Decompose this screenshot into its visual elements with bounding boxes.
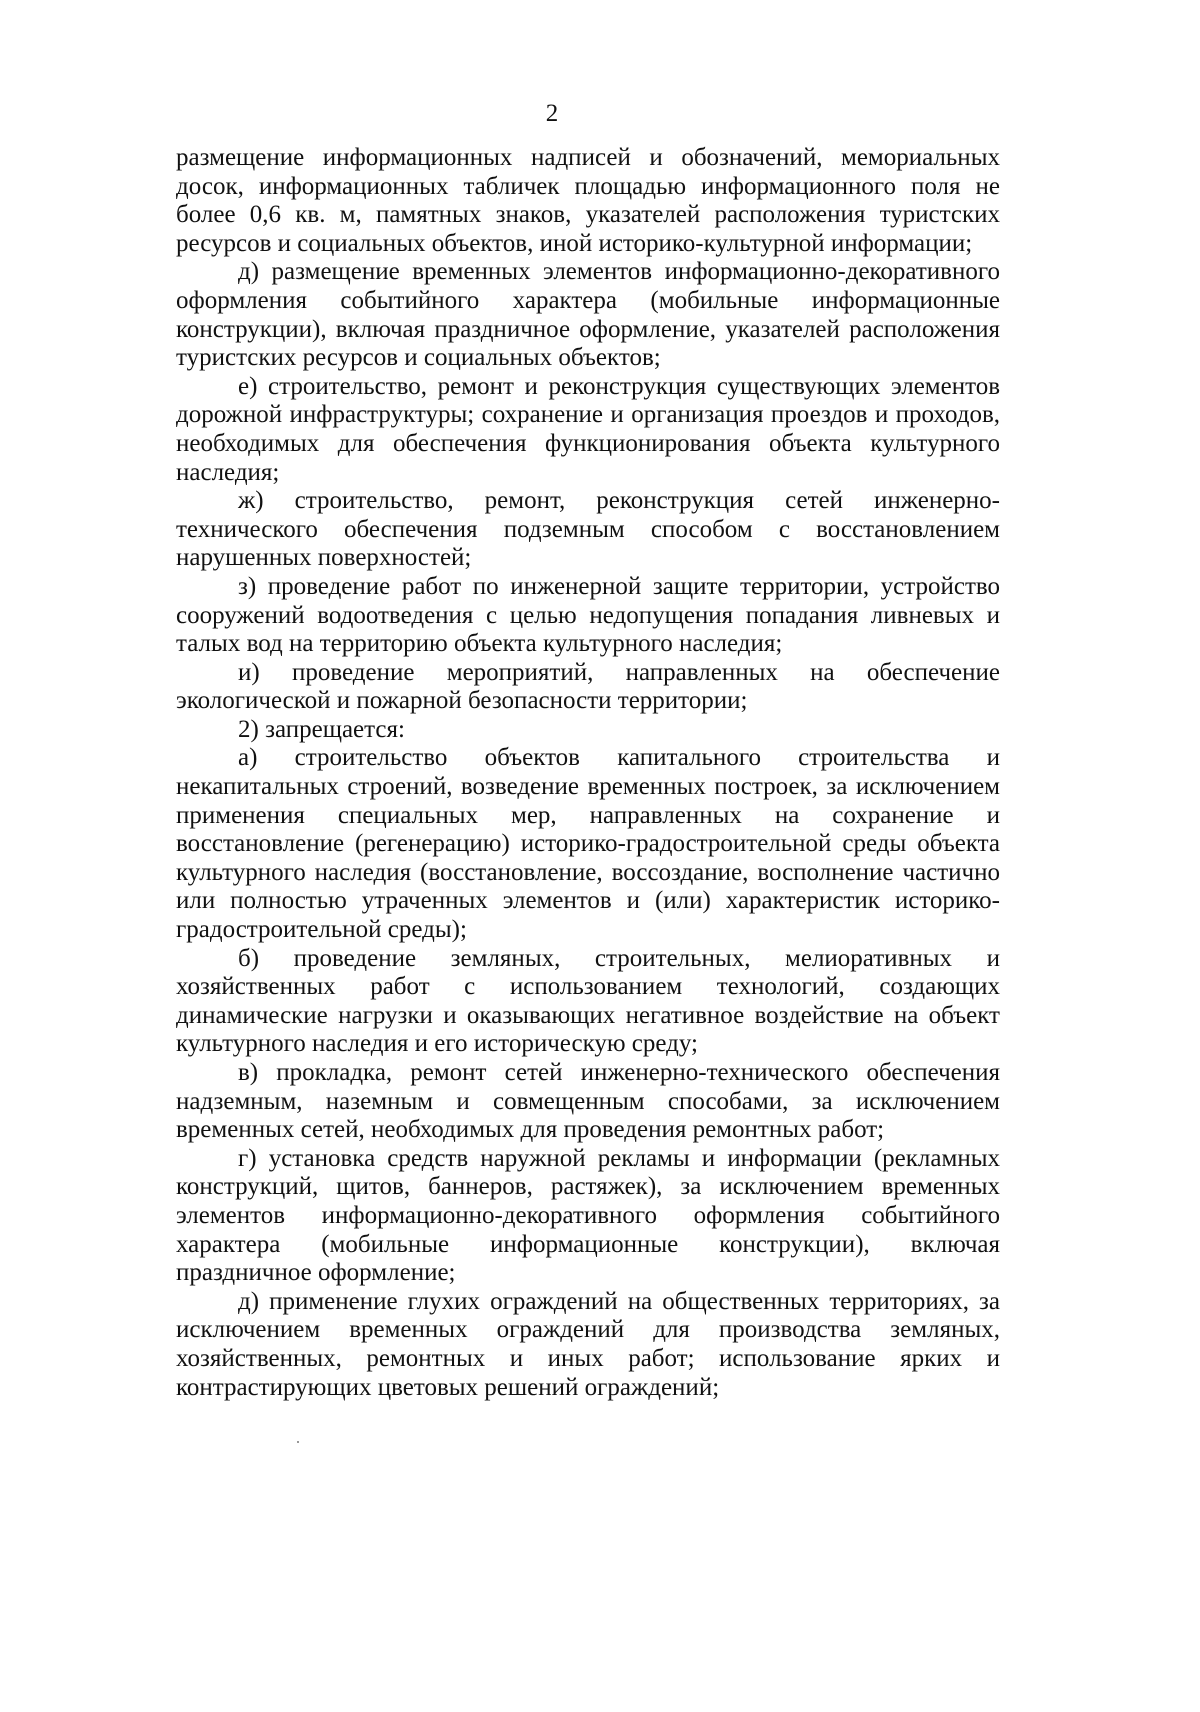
paragraph-item-a: а) строительство объектов капитального строительства и некапитальных строений, возведение временных построек, за исключением применения специальных мер, направленных на сохранение и восстановление (регенерацию) историко-градостроительной среды объекта культурного наследия (восстановление, воссоздание, восполнение частично или полностью утраченных элементов и (или) характеристик историко-градостроительной среды); xyxy=(176,744,1000,944)
paragraph-item-d: д) размещение временных элементов информационно-декоративного оформления событийного характера (мобильные информационные конструкции), включая праздничное оформление, указателей расположения туристских ресурсов и социальных объектов; xyxy=(176,258,1000,372)
page-number: 2 xyxy=(545,100,559,127)
paragraph-item-b: б) проведение земляных, строительных, мелиоративных и хозяйственных работ с использованием технологий, создающих динамические нагрузки и оказывающих негативное воздействие на объект культурного наследия и его историческую среду; xyxy=(176,944,1000,1058)
paragraph-item-e: е) строительство, ремонт и реконструкция существующих элементов дорожной инфраструктуры; сохранение и организация проездов и проходов, необходимых для обеспечения функционирования объекта культурного наследия; xyxy=(176,372,1000,486)
paragraph-item-i: и) проведение мероприятий, направленных на обеспечение экологической и пожарной безопасности территории; xyxy=(176,658,1000,715)
paragraph-item-d2: д) применение глухих ограждений на общественных территориях, за исключением временных ограждений для производства земляных, хозяйственных, ремонтных и иных работ; использование ярких и контрастирующих цветовых решений ограждений; xyxy=(176,1287,1000,1401)
paragraph-item-zh: ж) строительство, ремонт, реконструкция сетей инженерно-технического обеспечения подземным способом с восстановлением нарушенных поверхностей; xyxy=(176,487,1000,572)
paragraph-continuation: размещение информационных надписей и обозначений, мемориальных досок, информационных табличек площадью информационного поля не более 0,6 кв. м, памятных знаков, указателей расположения туристских ресурсов и социальных объектов, иной историко-культурной информации; xyxy=(176,144,1000,257)
paragraph-item-v: в) прокладка, ремонт сетей инженерно-технического обеспечения надземным, наземным и совмещенным способами, за исключением временных сетей, необходимых для проведения ремонтных работ; xyxy=(176,1059,1000,1144)
paragraph-item-z: з) проведение работ по инженерной защите территории, устройство сооружений водоотведения с целью недопущения попадания ливневых и талых вод на территорию объекта культурного наследия; xyxy=(176,572,1000,658)
paragraph-item-g: г) установка средств наружной рекламы и информации (рекламных конструкций, щитов, баннеров, растяжек), за исключением временных элементов информационно-декоративного оформления событийного характера (мобильные информационные конструкции), включая праздничное оформление; xyxy=(176,1144,1000,1287)
scan-speck xyxy=(297,1441,299,1443)
document-body xyxy=(176,144,1000,1402)
paragraph-section-2-heading: 2) запрещается: xyxy=(238,715,405,743)
